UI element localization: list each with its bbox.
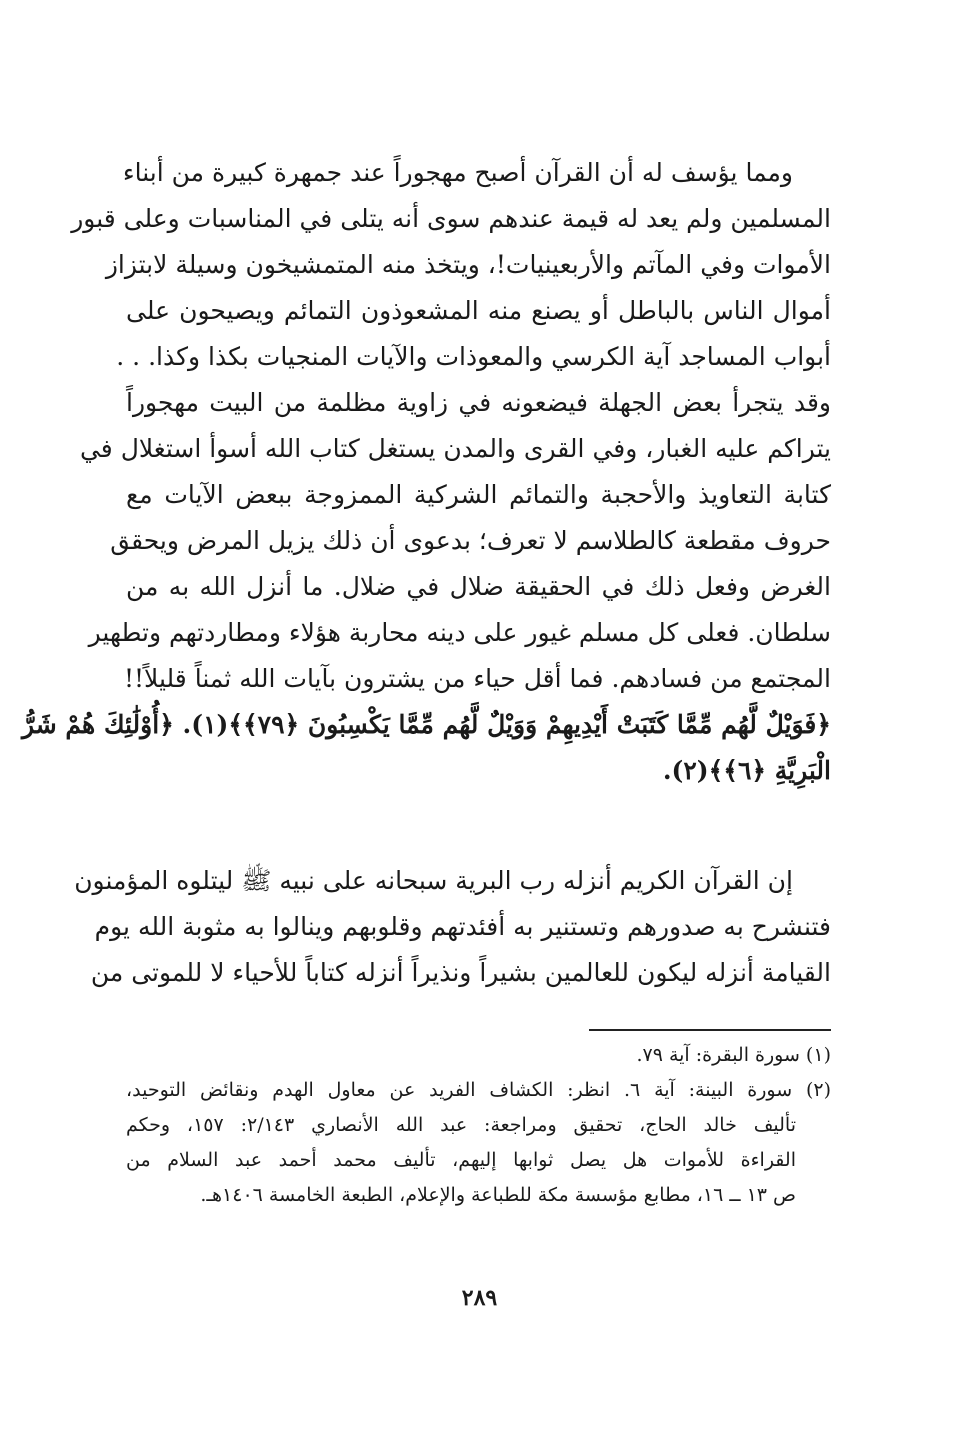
- text-line: المسلمين ولم يعد له قيمة عندهم سوى أنه يتلى في المناسبات وعلى قبور: [71, 204, 831, 233]
- paragraph-2: [74, 858, 831, 996]
- text-line: الأموات وفي المآتم والأربعينيات!، ويتخذ منه المتمشيخون وسيلة لابتزاز: [105, 250, 831, 279]
- text-line: فتنشرح به صدورهم وتستنير به أفئدتهم وقلوبهم وينالوا به مثوبة الله يوم: [94, 912, 831, 941]
- text-line: الغرض وفعل ذلك في الحقيقة ضلال في ضلال. ما أنزل الله به من: [126, 572, 831, 601]
- quran-verse-line: ﴿فَوَيْلٌ لَّهُم مِّمَّا كَتَبَتْ أَيْدِيهِمْ وَوَيْلٌ لَّهُم مِّمَّا يَكْسِبُونَ ﴿٧٩﴾﴾(١). ﴿أُوْلَٰئِكَ هُمْ شَرُّ: [21, 710, 831, 739]
- page-number: ٢٨٩: [461, 1285, 498, 1311]
- footnote-2-continued: تأليف خالد الحاج، تحقيق ومراجعة: عبد الله الأنصاري ٢/١٤٣: ١٥٧، وحكم: [126, 1114, 796, 1136]
- footnote-2-continued: ص ١٣ ــ ١٦، مطابع مؤسسة مكة للطباعة والإعلام، الطبعة الخامسة ١٤٠٦هـ.: [200, 1184, 796, 1206]
- text-line: القيامة أنزله ليكون للعالمين بشيراً ونذيراً أنزله كتاباً للأحياء لا للموتى من: [90, 958, 831, 987]
- text-line: إن القرآن الكريم أنزله رب البرية سبحانه على نبيه ﷺ ليتلوه المؤمنون: [74, 866, 793, 895]
- text-line: أموال الناس بالباطل أو يصنع منه المشعوذون التمائم ويصيحون على: [126, 296, 831, 325]
- text-line: حروف مقطعة كالطلاسم لا تعرف؛ بدعوى أن ذلك يزيل المرض ويحقق: [110, 526, 831, 555]
- text-line: أبواب المساجد آية الكرسي والمعوذات والآيات المنجيات بكذا وكذا. . .: [116, 342, 831, 371]
- footnote-1: (١) سورة البقرة: آية ٧٩.: [636, 1044, 831, 1066]
- footnote-2: (٢) سورة البينة: آية ٦. انظر: الكشاف الفريد عن معاول الهدم ونقائض التوحيد،: [126, 1079, 832, 1101]
- text-line: المجتمع من فسادهم. فما أقل حياء من يشترون بآيات الله ثمناً قليلاً!!: [123, 664, 831, 693]
- text-line: وقد يتجرأ بعض الجهلة فيضعونه في زاوية مظلمة من البيت مهجوراً: [126, 388, 831, 417]
- quran-verse-line: الْبَرِيَّةِ ﴿٦﴾﴾(٢).: [662, 756, 831, 785]
- footnotes: [126, 1038, 831, 1213]
- footnote-divider: [589, 1029, 831, 1031]
- text-line: سلطان. فعلى كل مسلم غيور على دينه محاربة هؤلاء ومطاردتهم وتطهير: [88, 618, 831, 647]
- paragraph-1: [21, 150, 831, 794]
- text-line: كتابة التعاويذ والأحجبة والتمائم الشركية الممزوجة ببعض الآيات مع: [126, 480, 831, 509]
- footnote-2-continued: القراءة للأموات هل يصل ثوابها إليهم، تأليف محمد أحمد عبد السلام من: [126, 1149, 796, 1171]
- text-line: ومما يؤسف له أن القرآن أصبح مهجوراً عند جمهرة كبيرة من أبناء: [122, 158, 793, 187]
- text-line: يتراكم عليه الغبار، وفي القرى والمدن يستغل كتاب الله أسوأ استغلال في: [79, 434, 831, 463]
